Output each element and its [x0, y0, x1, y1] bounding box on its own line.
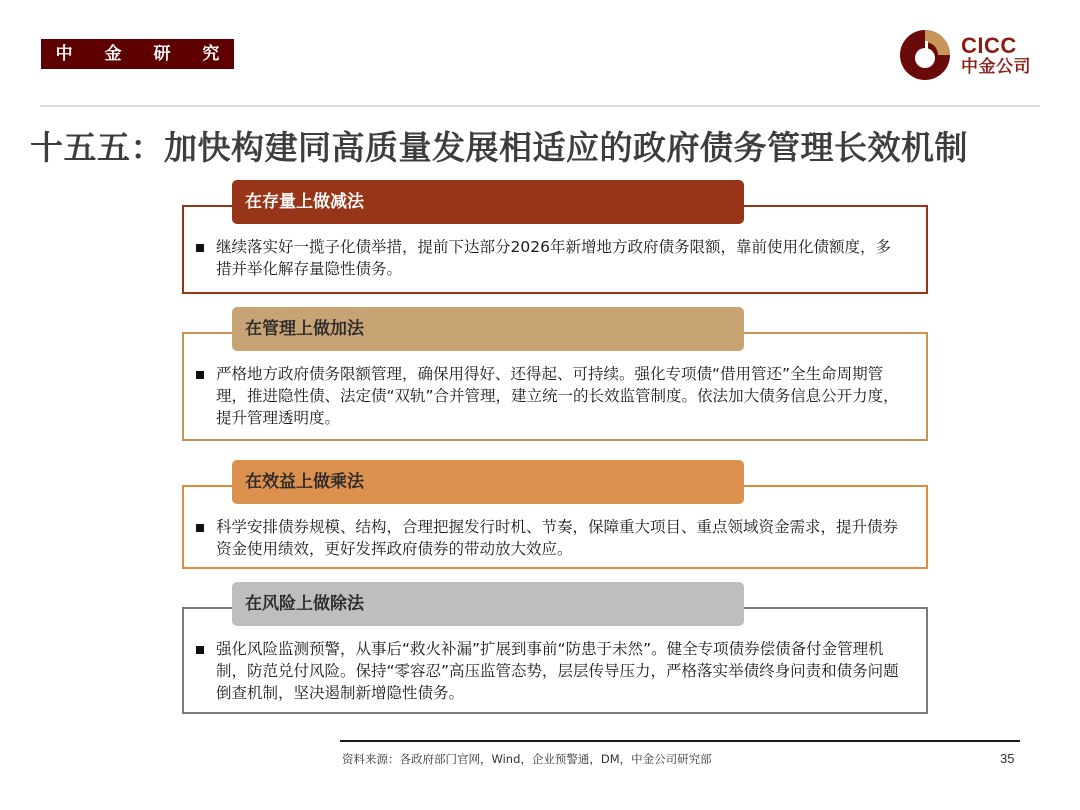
section-efficiency-multiplication [182, 460, 928, 569]
section-stock-reduction [182, 180, 928, 294]
bullet-text: 科学安排债券规模、结构，合理把握发行时机、节奏，保障重大项目、重点领域资金需求，提升债券资金使用绩效，更好发挥政府债券的带动放大效应。 [216, 518, 899, 558]
bullet-text: 严格地方政府债务限额管理，确保用得好、还得起、可持续。强化专项债“借用管还”全生命周期管理，推进隐性债、法定债“双轨”合并管理，建立统一的长效监管制度。依法加大债务信息公开力度，提升管理透明度。 [216, 365, 899, 427]
section-title: 在管理上做加法 [232, 307, 744, 351]
cicc-logo [899, 29, 1031, 81]
section-body [196, 363, 904, 429]
header-divider [40, 105, 1040, 107]
section-title: 在存量上做减法 [232, 180, 744, 224]
footer-divider [340, 740, 1020, 742]
square-bullet-icon [196, 371, 204, 379]
square-bullet-icon [196, 524, 204, 532]
cicc-logo-icon [899, 29, 951, 81]
source-note: 资料来源：各政府部门官网，Wind，企业预警通，DM，中金公司研究部 [342, 752, 712, 766]
section-risk-division [182, 582, 928, 714]
department-badge: 中 金 研 究 部 [41, 39, 234, 69]
bullet-text: 继续落实好一揽子化债举措，提前下达部分2026年新增地方政府债务限额，靠前使用化债额度，多措并举化解存量隐性债务。 [216, 238, 891, 278]
section-management-addition [182, 307, 928, 441]
section-body [196, 516, 904, 560]
logo-text-en: CICC [961, 32, 1017, 58]
square-bullet-icon [196, 646, 204, 654]
square-bullet-icon [196, 244, 204, 252]
page-number: 35 [1000, 751, 1015, 766]
section-body [196, 236, 904, 280]
section-title: 在效益上做乘法 [232, 460, 744, 504]
section-title: 在风险上做除法 [232, 582, 744, 626]
bullet-text: 强化风险监测预警，从事后“救火补漏”扩展到事前“防患于未然”。健全专项债券偿债备付金管理机制，防范兑付风险。保持“零容忍”高压监管态势，层层传导压力，严格落实举债终身问责和债务问题倒查机制，坚决遏制新增隐性债务。 [216, 640, 899, 702]
section-body [196, 638, 904, 704]
page-title: 十五五：加快构建同高质量发展相适应的政府债务管理长效机制 [30, 128, 968, 167]
logo-text-cn: 中金公司 [961, 56, 1031, 77]
